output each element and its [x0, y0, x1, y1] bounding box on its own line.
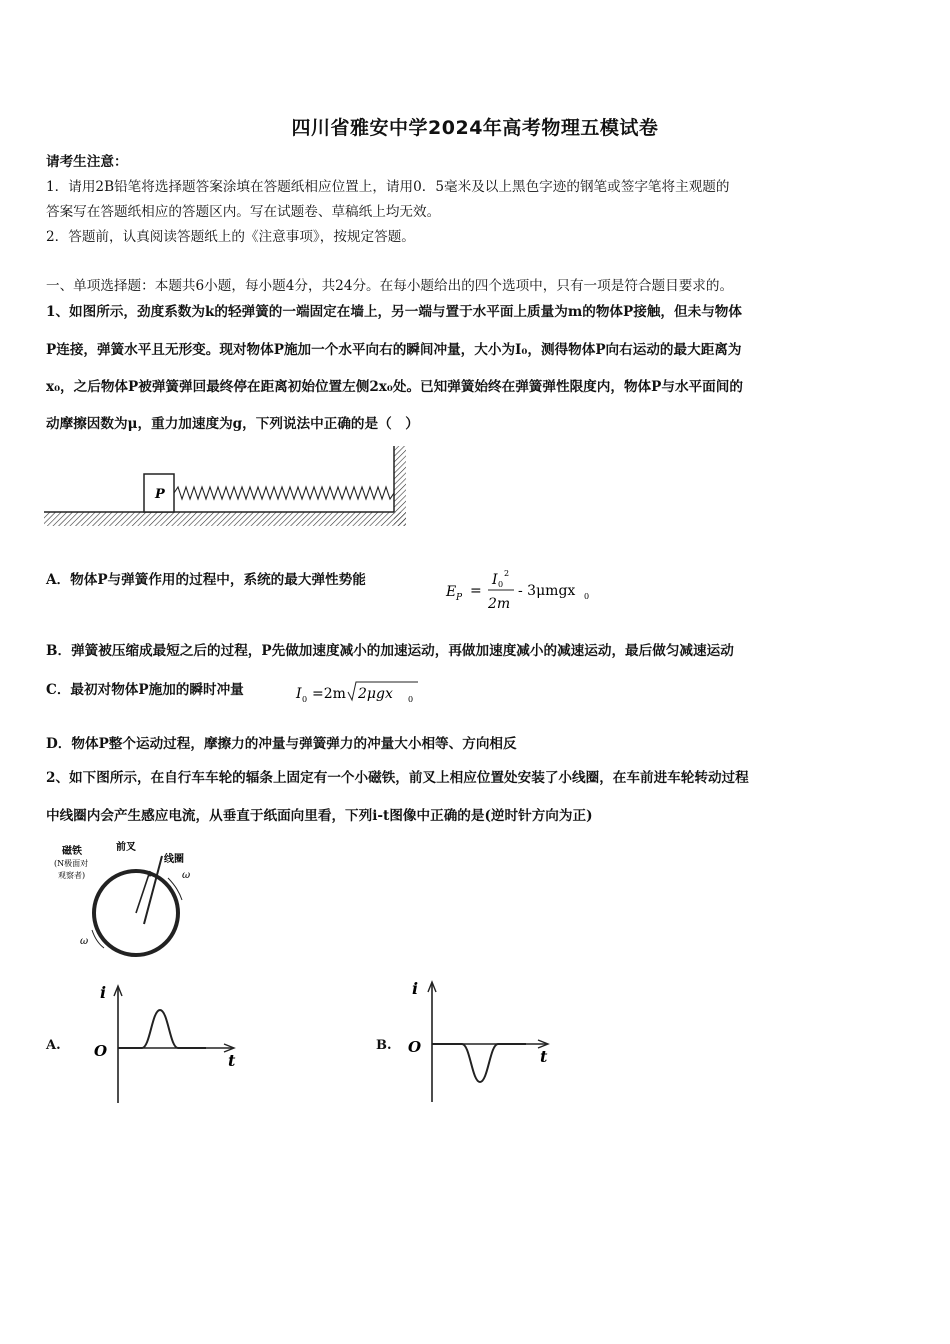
graph-a-o: O — [94, 1042, 108, 1060]
svg-text:=2m: =2m — [312, 686, 346, 702]
graph-b-label: B. — [376, 1038, 392, 1053]
svg-text:0: 0 — [498, 580, 504, 589]
label-omega-2: ω — [80, 936, 89, 947]
formula-c — [294, 678, 424, 708]
graph-b — [402, 974, 562, 1106]
wheel-figure — [50, 838, 200, 968]
label-coil: 线圈 — [164, 854, 184, 865]
q1-option-a: A．物体P与弹簧作用的过程中，系统的最大弹性势能 — [46, 572, 366, 588]
svg-text:2m: 2m — [488, 596, 511, 612]
notice-line-2: 答案写在答题纸相应的答题区内。写在试题卷、草稿纸上均无效。 — [46, 204, 441, 220]
label-omega-1: ω — [182, 870, 191, 881]
q2-line-1: 2、如下图所示，在自行车车轮的辐条上固定有一个小磁铁，前叉上相应位置处安装了小线圈，在车前进车轮转动过程 — [46, 770, 749, 786]
fork-bar — [144, 856, 162, 924]
q1-line-1: 1、如图所示，劲度系数为k的轻弹簧的一端固定在墙上，另一端与置于水平面上质量为m的物体P接触，但未与物体 — [46, 304, 742, 320]
label-magnet: 磁铁 — [62, 846, 82, 857]
svg-text:0: 0 — [302, 695, 308, 704]
svg-text:=: = — [470, 583, 482, 599]
page-title: 四川省雅安中学2024年高考物理五模试卷 — [291, 117, 659, 139]
wall-hatch — [394, 446, 406, 526]
graph-b-t: t — [540, 1047, 548, 1066]
q1-line-4: 动摩擦因数为μ，重力加速度为g，下列说法中正确的是（ ） — [46, 416, 419, 432]
q2-line-2: 中线圈内会产生感应电流，从垂直于纸面向里看，下列i-t图像中正确的是(逆时针方向为正) — [46, 808, 593, 824]
q1-option-b: B．弹簧被压缩成最短之后的过程，P先做加速度减小的加速运动，再做加速度减小的减速运动，最后做匀减速运动 — [46, 643, 734, 659]
notice-line-3: 2．答题前，认真阅读答题纸上的《注意事项》，按规定答题。 — [46, 229, 415, 245]
section-heading: 一、单项选择题：本题共6小题，每小题4分，共24分。在每小题给出的四个选项中，只有一项是符合题目要求的。 — [46, 278, 734, 294]
svg-text:P: P — [456, 593, 463, 603]
svg-text:I: I — [492, 572, 498, 588]
floor-hatch — [44, 512, 406, 526]
svg-text:I: I — [296, 686, 302, 702]
graph-b-curve — [432, 1044, 526, 1082]
label-magnet-note-2: 观察者) — [58, 871, 86, 880]
graph-a-i: i — [100, 983, 107, 1002]
graph-a — [88, 978, 248, 1110]
svg-text:E: E — [446, 584, 457, 600]
graph-a-t: t — [228, 1051, 236, 1070]
graph-a-label: A. — [46, 1038, 61, 1053]
label-magnet-note-1: (N极面对 — [54, 859, 89, 868]
notice-line-1: 1．请用2B铅笔将选择题答案涂填在答题纸相应位置上，请用0．5毫米及以上黑色字迹的钢笔或签字笔将主观题的 — [46, 179, 730, 195]
graph-b-o: O — [408, 1038, 422, 1056]
spring-figure — [44, 444, 412, 530]
q1-line-3: x₀，之后物体P被弹簧弹回最终停在距离初始位置左侧2x₀处。已知弹簧始终在弹簧弹性限度内，物体P与水平面间的 — [46, 379, 743, 395]
spring-coil — [174, 487, 394, 499]
block-p-label: P — [155, 487, 165, 502]
svg-text:2μgx: 2μgx — [358, 686, 393, 702]
magnet-dot — [148, 872, 153, 877]
svg-text:0: 0 — [408, 695, 414, 704]
svg-text:- 3μmgx: - 3μmgx — [518, 583, 576, 599]
svg-text:0: 0 — [584, 592, 590, 601]
q1-option-c: C．最初对物体P施加的瞬时冲量 — [46, 682, 244, 698]
svg-text:2: 2 — [504, 569, 510, 578]
label-fork: 前叉 — [116, 842, 136, 853]
notice-heading: 请考生注意： — [46, 154, 128, 170]
formula-a — [444, 564, 604, 612]
graph-a-curve — [118, 1010, 206, 1048]
graph-b-i: i — [412, 979, 419, 998]
q1-line-2: P连接，弹簧水平且无形变。现对物体P施加一个水平向右的瞬间冲量，大小为I₀，测得物体P向右运动的最大距离为 — [46, 342, 742, 358]
q1-option-d: D．物体P整个运动过程，摩擦力的冲量与弹簧弹力的冲量大小相等、方向相反 — [46, 736, 517, 752]
